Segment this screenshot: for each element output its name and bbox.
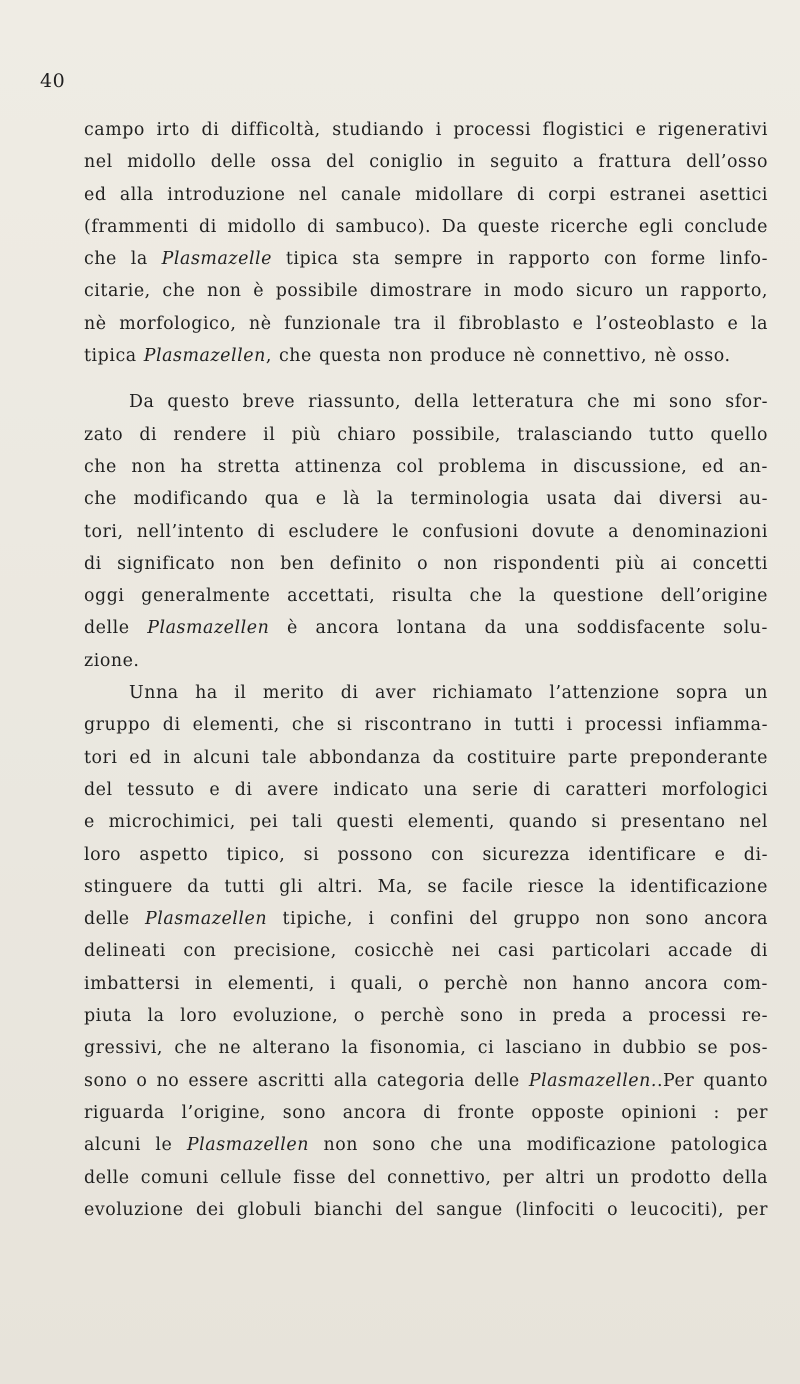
text-line: ed alla introduzione nel canale midollare di corpi estranei asettici	[84, 184, 768, 205]
text-line: di significato non ben definito o non rispondenti più ai concetti	[84, 553, 768, 574]
text-line: delle Plasmazellen è ancora lontana da una soddisfacente solu-	[84, 618, 768, 639]
text-line: delineati con precisione, cosicchè nei casi particolari accade di	[84, 941, 768, 962]
body-text	[84, 114, 768, 1226]
text-line: campo irto di difficoltà, studiando i processi flogistici e rigenerativi	[84, 120, 768, 140]
text-line: piuta la loro evoluzione, o perchè sono in preda a processi re-	[84, 1006, 768, 1027]
text-line: del tessuto e di avere indicato una serie di caratteri morfologici	[84, 779, 768, 800]
italic-term: Plasmazellen.	[528, 1070, 657, 1091]
text-line: nel midollo delle ossa del coniglio in seguito a frattura dell’osso	[84, 152, 768, 173]
text-line: loro aspetto tipico, si possono con sicurezza identificare e di-	[84, 844, 768, 865]
text-line: delle comuni cellule fisse del connettivo, per altri un prodotto della	[84, 1167, 768, 1188]
text-line: che non ha stretta attinenza col problema in discussione, ed an-	[84, 456, 768, 477]
text-line: riguarda l’origine, sono ancora di fronte opposte opinioni : per	[84, 1102, 768, 1123]
text-line: imbattersi in elementi, i quali, o perchè non hanno ancora com-	[84, 973, 768, 994]
paragraph-3	[84, 677, 768, 1226]
page-number: 40	[40, 70, 66, 92]
text-line: e microchimici, pei tali questi elementi, quando si presentano nel	[84, 812, 768, 833]
text-line: alcuni le Plasmazellen non sono che una modificazione patologica	[84, 1135, 768, 1156]
text-line: gruppo di elementi, che si riscontrano in tutti i processi infiamma-	[84, 715, 768, 736]
text-line: tori ed in alcuni tale abbondanza da costituire parte preponderante	[84, 747, 768, 768]
text-line: gressivi, che ne alterano la fisonomia, ci lasciano in dubbio se pos-	[84, 1038, 768, 1059]
italic-term: Plasmazellen	[186, 1135, 309, 1156]
text-line: oggi generalmente accettati, risulta che la questione dell’origine	[84, 586, 768, 607]
text-line: (frammenti di midollo di sambuco). Da queste ricerche egli conclude	[84, 216, 768, 237]
italic-term: Plasmazellen	[147, 618, 270, 639]
text-line: tori, nell’intento di escludere le confusioni dovute a denominazioni	[84, 521, 768, 542]
text-line: sono o no essere ascritti alla categoria delle Plasmazellen..Per quanto	[84, 1070, 768, 1091]
text-line: zione.	[84, 650, 140, 671]
paragraph-2	[84, 386, 768, 677]
italic-term: Plasmazellen	[143, 346, 266, 367]
paragraph-1	[84, 114, 768, 372]
text-line: che modificando qua e là la terminologia usata dai diversi au-	[84, 489, 768, 510]
italic-term: Plasmazellen	[145, 909, 268, 930]
text-line: zato di rendere il più chiaro possibile, tralasciando tutto quello	[84, 424, 768, 445]
text-line: Unna ha il merito di aver richiamato l’attenzione sopra un	[129, 683, 768, 704]
text-line: Da questo breve riassunto, della letteratura che mi sono sfor-	[129, 392, 768, 413]
text-line: stinguere da tutti gli altri. Ma, se facile riesce la identificazione	[84, 876, 768, 897]
text-line: delle Plasmazellen tipiche, i confini del gruppo non sono ancora	[84, 909, 768, 930]
text-line: citarie, che non è possibile dimostrare in modo sicuro un rapporto,	[84, 281, 768, 302]
text-line: nè morfologico, nè funzionale tra il fibroblasto e l’osteoblasto e la	[84, 313, 768, 334]
text-line: che la Plasmazelle tipica sta sempre in rapporto con forme linfo-	[84, 249, 768, 270]
text-line: tipica Plasmazellen, che questa non produce nè connettivo, nè osso.	[84, 346, 731, 367]
italic-term: Plasmazelle	[161, 249, 273, 270]
text-line: evoluzione dei globuli bianchi del sangue (linfociti o leucociti), per	[84, 1199, 768, 1220]
